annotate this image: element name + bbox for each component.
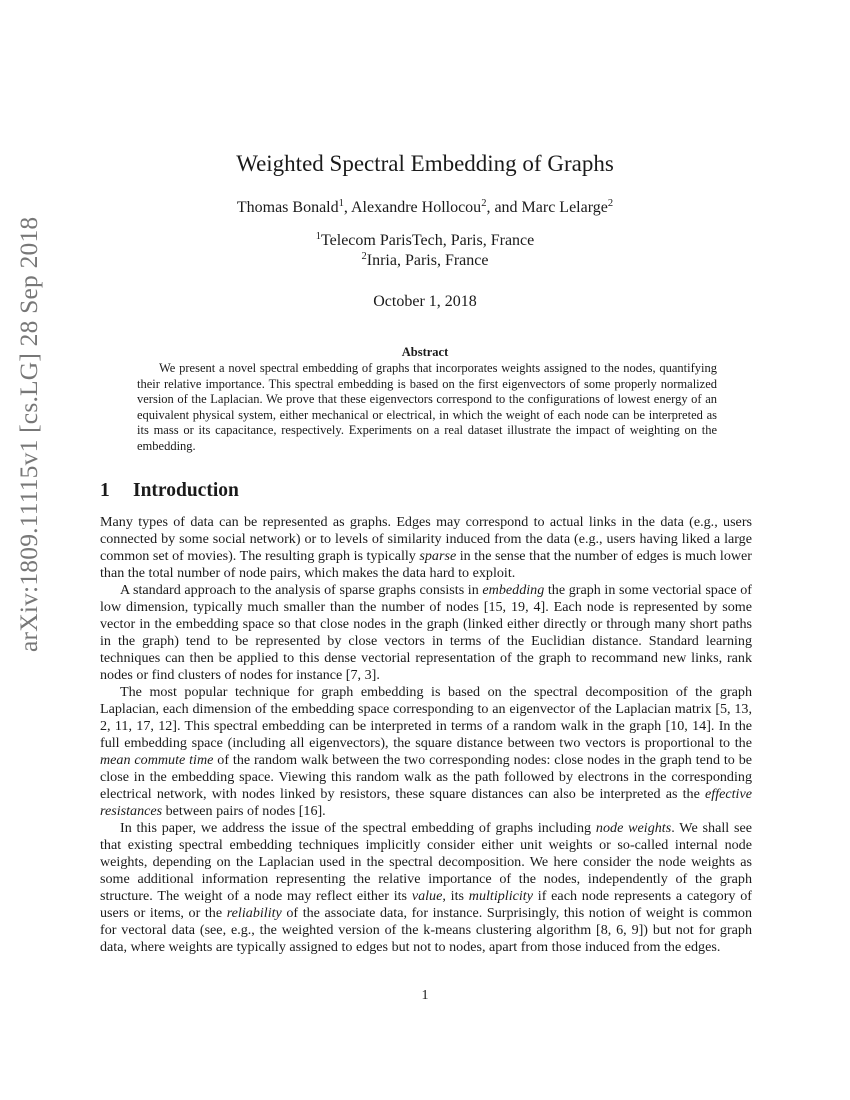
text-run: . We shall see that existing spectral embedding techniques implicitly consider either unit weights or so-called internal node weights, depending on the Laplacian used in the spectral decomposition. We here consider the node weights as some additional information representing the relative importance of the nodes, independently of the graph structure. The weight of a node may reflect either its xyxy=(100,820,752,904)
arxiv-identifier-stamp: arXiv:1809.11115v1 [cs.LG] 28 Sep 2018 xyxy=(14,216,43,652)
affiliation-mark: 2 xyxy=(361,250,367,262)
emphasized-text: effective resistances xyxy=(100,786,752,819)
emphasized-text: embedding xyxy=(482,582,545,598)
affiliation-mark: 2 xyxy=(607,198,614,209)
paper-title: Weighted Spectral Embedding of Graphs xyxy=(236,151,614,176)
abstract-heading: Abstract xyxy=(401,345,449,359)
section-title: Introduction xyxy=(133,480,239,501)
author-separator: , xyxy=(343,199,351,216)
affiliation-mark: 2 xyxy=(481,198,487,209)
emphasized-text: node weights xyxy=(595,820,672,836)
text-run: of the random walk between the two corresponding nodes: close nodes in the graph tend to be close in the embedding space. Viewing this random walk as the path followed by electrons in the corresponding electrical network, with nodes linked by resistors, these square distances can also be interpreted as the xyxy=(100,752,753,802)
emphasized-text: multiplicity xyxy=(468,888,533,904)
text-run: The most popular technique for graph embedding is based on the spectral decomposition of the graph Laplacian, each dimension of the embedding space corresponding to an eigenvector of the Laplacian matrix [5, 13, 2, 11, 17, 12]. This spectral embedding can be interpreted in terms of a random walk in the graph [10, 14]. In the full embedding space (including all eigenvectors), the square distance between two vectors is proportional to the xyxy=(100,684,752,751)
author-list xyxy=(0,198,850,218)
body-paragraph xyxy=(100,582,752,684)
author-name: Alexandre Hollocou xyxy=(351,199,482,216)
body-paragraph xyxy=(100,684,752,820)
affiliation-line xyxy=(0,251,850,271)
text-run: Many types of data can be represented as graphs. Edges may correspond to actual links in the data (e.g., users connected by some social network) or to levels of similarity induced from the data (e.g., users having liked a large common set of movies). The resulting graph is typically xyxy=(100,514,752,564)
text-run: if each node represents a category of users or items, or the xyxy=(100,888,752,921)
author-separator: , and xyxy=(486,199,522,216)
affiliation-mark: 1 xyxy=(315,231,321,242)
affiliation-text: Telecom ParisTech, Paris, France xyxy=(321,232,535,249)
page-number: 1 xyxy=(421,988,429,1003)
abstract-text: We present a novel spectral embedding of graphs that incorporates weights assigned to the nodes, quantifying their relative importance. This spectral embedding is based on the first eigenvectors of some properly normalized version of the Laplacian. We prove that these eigenvectors correspond to the configurations of lowest energy of an equivalent physical system, either mechanical or electrical, in which the weight of each node can be interpreted as its mass or its capacitance, respectively. Experiments on a real dataset illustrate the impact of weighting on the embedding. xyxy=(137,361,717,453)
text-run: between pairs of nodes [16]. xyxy=(162,803,326,819)
affiliation-mark: 1 xyxy=(338,198,344,209)
section-heading xyxy=(100,479,239,503)
author-name: Thomas Bonald xyxy=(236,199,339,216)
paper-date: October 1, 2018 xyxy=(373,293,477,310)
text-run: A standard approach to the analysis of sparse graphs consists in xyxy=(120,582,483,598)
affiliation-text: Inria, Paris, France xyxy=(366,251,489,269)
emphasized-text: reliability xyxy=(226,905,282,921)
emphasized-text: sparse xyxy=(419,548,457,564)
body-paragraph xyxy=(100,820,752,956)
affiliation-line xyxy=(0,231,850,251)
emphasized-text: mean commute time xyxy=(100,752,214,768)
body-text xyxy=(100,514,752,956)
emphasized-text: value xyxy=(411,888,443,904)
text-run: of the associate data, for instance. Surprisingly, this notion of weight is common for vectoral data (see, e.g., the weighted version of the k-means clustering algorithm [8, 6, 9]) but not for graph data, where weights are typically assigned to edges but not to nodes, apart from those induced from the edges. xyxy=(100,905,753,955)
affiliation-list xyxy=(0,231,850,270)
author-name: Marc Lelarge xyxy=(521,199,608,216)
section-number: 1 xyxy=(100,480,110,501)
text-run: in the sense that the number of edges is much lower than the total number of node pairs, which makes the data hard to exploit. xyxy=(100,548,752,581)
text-run: the graph in some vectorial space of low dimension, typically much smaller than the number of nodes [15, 19, 4]. Each node is represented by some vector in the embedding space so that close nodes in the graph (linked either directly or through many short paths in the graph) tend to be represented by close vectors in terms of the Euclidian distance. Standard learning techniques can then be applied to this dense vectorial representation of the graph to recommand new links, rank nodes or find clusters of nodes for instance [7, 3]. xyxy=(100,582,752,683)
text-run: , its xyxy=(442,888,469,904)
body-paragraph xyxy=(100,514,752,582)
text-run: In this paper, we address the issue of the spectral embedding of graphs including xyxy=(120,820,596,836)
